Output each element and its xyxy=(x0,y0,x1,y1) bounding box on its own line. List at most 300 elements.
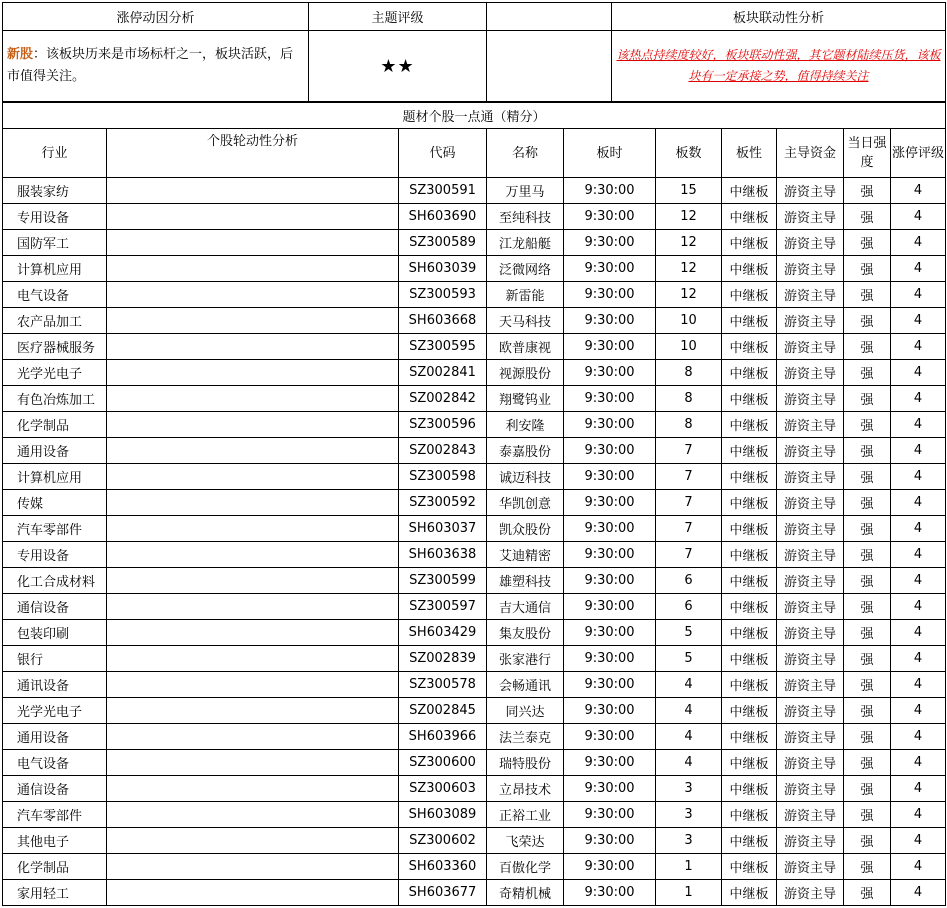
cell-code: SH603966 xyxy=(399,724,487,750)
blank-header xyxy=(487,3,612,31)
cell-nature: 中继板 xyxy=(722,698,777,724)
table-row xyxy=(3,464,946,490)
cell-time: 9:30:00 xyxy=(564,360,656,386)
cell-rotation xyxy=(107,672,399,698)
cell-boards: 4 xyxy=(656,750,722,776)
cell-time: 9:30:00 xyxy=(564,750,656,776)
cell-rating: 4 xyxy=(891,178,946,204)
cell-time: 9:30:00 xyxy=(564,204,656,230)
cell-boards: 3 xyxy=(656,828,722,854)
header-code: 代码 xyxy=(399,129,487,178)
cell-rotation xyxy=(107,230,399,256)
cell-boards: 12 xyxy=(656,204,722,230)
table-row xyxy=(3,386,946,412)
cell-nature: 中继板 xyxy=(722,724,777,750)
cell-capital: 游资主导 xyxy=(777,464,844,490)
cell-code: SZ002843 xyxy=(399,438,487,464)
cell-strength: 强 xyxy=(844,464,891,490)
table-row xyxy=(3,204,946,230)
header-boards: 板数 xyxy=(656,129,722,178)
cell-industry: 通信设备 xyxy=(3,594,107,620)
cell-rotation xyxy=(107,776,399,802)
cell-time: 9:30:00 xyxy=(564,490,656,516)
cell-strength: 强 xyxy=(844,802,891,828)
cell-code: SZ300593 xyxy=(399,282,487,308)
cell-rating: 4 xyxy=(891,308,946,334)
cell-rating: 4 xyxy=(891,802,946,828)
cell-name: 万里马 xyxy=(487,178,564,204)
cell-capital: 游资主导 xyxy=(777,854,844,880)
cell-capital: 游资主导 xyxy=(777,750,844,776)
cell-rotation xyxy=(107,828,399,854)
cell-capital: 游资主导 xyxy=(777,256,844,282)
cell-capital: 游资主导 xyxy=(777,594,844,620)
cell-nature: 中继板 xyxy=(722,282,777,308)
cell-nature: 中继板 xyxy=(722,386,777,412)
cell-boards: 4 xyxy=(656,672,722,698)
cell-boards: 4 xyxy=(656,724,722,750)
cell-rotation xyxy=(107,438,399,464)
cell-name: 雄塑科技 xyxy=(487,568,564,594)
cell-rating: 4 xyxy=(891,776,946,802)
cell-strength: 强 xyxy=(844,490,891,516)
cell-name: 翔鹭钨业 xyxy=(487,386,564,412)
cell-rating: 4 xyxy=(891,516,946,542)
cell-code: SZ300597 xyxy=(399,594,487,620)
cell-code: SZ002839 xyxy=(399,646,487,672)
header-rating: 涨停评级 xyxy=(891,129,946,178)
cell-rating: 4 xyxy=(891,438,946,464)
cell-code: SZ300600 xyxy=(399,750,487,776)
cell-capital: 游资主导 xyxy=(777,724,844,750)
cell-boards: 7 xyxy=(656,516,722,542)
cell-boards: 1 xyxy=(656,880,722,906)
cell-rating: 4 xyxy=(891,230,946,256)
cell-industry: 计算机应用 xyxy=(3,464,107,490)
cell-code: SH603668 xyxy=(399,308,487,334)
cell-nature: 中继板 xyxy=(722,568,777,594)
cell-boards: 3 xyxy=(656,776,722,802)
cell-industry: 汽车零部件 xyxy=(3,802,107,828)
cell-rating: 4 xyxy=(891,334,946,360)
header-strength: 当日强度 xyxy=(844,129,891,178)
table-row xyxy=(3,646,946,672)
table-row xyxy=(3,412,946,438)
header-time: 板时 xyxy=(564,129,656,178)
cell-code: SZ300603 xyxy=(399,776,487,802)
cell-name: 瑞特股份 xyxy=(487,750,564,776)
cell-boards: 10 xyxy=(656,308,722,334)
cell-rotation xyxy=(107,360,399,386)
cell-capital: 游资主导 xyxy=(777,828,844,854)
cell-industry: 包装印刷 xyxy=(3,620,107,646)
header-capital: 主导资金 xyxy=(777,129,844,178)
cell-capital: 游资主导 xyxy=(777,880,844,906)
cell-rotation xyxy=(107,256,399,282)
cell-capital: 游资主导 xyxy=(777,490,844,516)
cell-time: 9:30:00 xyxy=(564,854,656,880)
cell-name: 法兰泰克 xyxy=(487,724,564,750)
cell-time: 9:30:00 xyxy=(564,672,656,698)
cell-boards: 5 xyxy=(656,620,722,646)
cell-nature: 中继板 xyxy=(722,204,777,230)
cell-code: SZ002842 xyxy=(399,386,487,412)
cell-industry: 国防军工 xyxy=(3,230,107,256)
cell-rotation xyxy=(107,542,399,568)
cell-rotation xyxy=(107,516,399,542)
table-row xyxy=(3,178,946,204)
cell-strength: 强 xyxy=(844,698,891,724)
cell-name: 诚迈科技 xyxy=(487,464,564,490)
cell-rotation xyxy=(107,620,399,646)
cell-capital: 游资主导 xyxy=(777,672,844,698)
cell-capital: 游资主导 xyxy=(777,204,844,230)
cell-rotation xyxy=(107,802,399,828)
cell-time: 9:30:00 xyxy=(564,256,656,282)
cell-name: 泰嘉股份 xyxy=(487,438,564,464)
cell-capital: 游资主导 xyxy=(777,308,844,334)
cell-rotation xyxy=(107,490,399,516)
cell-nature: 中继板 xyxy=(722,750,777,776)
cell-code: SZ002845 xyxy=(399,698,487,724)
cell-time: 9:30:00 xyxy=(564,646,656,672)
cell-boards: 15 xyxy=(656,178,722,204)
summary-table xyxy=(2,2,946,102)
cell-industry: 电气设备 xyxy=(3,282,107,308)
cell-strength: 强 xyxy=(844,412,891,438)
table-row xyxy=(3,854,946,880)
cell-boards: 4 xyxy=(656,698,722,724)
cell-boards: 8 xyxy=(656,386,722,412)
cell-nature: 中继板 xyxy=(722,620,777,646)
cell-time: 9:30:00 xyxy=(564,802,656,828)
cell-time: 9:30:00 xyxy=(564,516,656,542)
table-row xyxy=(3,334,946,360)
table-row xyxy=(3,698,946,724)
table-row xyxy=(3,542,946,568)
cell-name: 天马科技 xyxy=(487,308,564,334)
theme-rating-stars: ★★ xyxy=(309,31,487,102)
cell-capital: 游资主导 xyxy=(777,542,844,568)
cell-code: SH603089 xyxy=(399,802,487,828)
cell-time: 9:30:00 xyxy=(564,828,656,854)
cell-rotation xyxy=(107,334,399,360)
table-row xyxy=(3,750,946,776)
cell-rotation xyxy=(107,308,399,334)
cell-code: SZ300589 xyxy=(399,230,487,256)
cell-time: 9:30:00 xyxy=(564,438,656,464)
cell-strength: 强 xyxy=(844,776,891,802)
cell-capital: 游资主导 xyxy=(777,802,844,828)
cell-strength: 强 xyxy=(844,438,891,464)
cell-rating: 4 xyxy=(891,854,946,880)
cell-nature: 中继板 xyxy=(722,464,777,490)
cell-capital: 游资主导 xyxy=(777,386,844,412)
cell-rating: 4 xyxy=(891,490,946,516)
cell-boards: 6 xyxy=(656,594,722,620)
cell-industry: 通信设备 xyxy=(3,776,107,802)
cell-capital: 游资主导 xyxy=(777,178,844,204)
cell-time: 9:30:00 xyxy=(564,880,656,906)
table-subtitle: 题材个股一点通（精分） xyxy=(3,103,946,129)
cell-name: 江龙船艇 xyxy=(487,230,564,256)
cell-nature: 中继板 xyxy=(722,542,777,568)
cell-rating: 4 xyxy=(891,412,946,438)
cell-name: 凯众股份 xyxy=(487,516,564,542)
cell-rating: 4 xyxy=(891,698,946,724)
cell-capital: 游资主导 xyxy=(777,516,844,542)
cell-rotation xyxy=(107,880,399,906)
cell-industry: 汽车零部件 xyxy=(3,516,107,542)
cell-rating: 4 xyxy=(891,620,946,646)
cell-rating: 4 xyxy=(891,568,946,594)
table-row xyxy=(3,568,946,594)
cell-time: 9:30:00 xyxy=(564,178,656,204)
cell-strength: 强 xyxy=(844,204,891,230)
cell-capital: 游资主导 xyxy=(777,776,844,802)
cell-code: SZ300598 xyxy=(399,464,487,490)
cell-time: 9:30:00 xyxy=(564,386,656,412)
table-row xyxy=(3,308,946,334)
cell-strength: 强 xyxy=(844,386,891,412)
cell-strength: 强 xyxy=(844,854,891,880)
cell-nature: 中继板 xyxy=(722,672,777,698)
cell-name: 新雷能 xyxy=(487,282,564,308)
cell-nature: 中继板 xyxy=(722,854,777,880)
cell-boards: 10 xyxy=(656,334,722,360)
cell-name: 至纯科技 xyxy=(487,204,564,230)
cell-strength: 强 xyxy=(844,256,891,282)
cell-industry: 通讯设备 xyxy=(3,672,107,698)
cell-rotation xyxy=(107,750,399,776)
cell-industry: 电气设备 xyxy=(3,750,107,776)
cell-time: 9:30:00 xyxy=(564,282,656,308)
cell-code: SH603360 xyxy=(399,854,487,880)
cell-time: 9:30:00 xyxy=(564,698,656,724)
reason-description: ：该板块历来是市场标杆之一，板块活跃，后市值得关注。 xyxy=(7,47,294,84)
cell-strength: 强 xyxy=(844,360,891,386)
cell-nature: 中继板 xyxy=(722,594,777,620)
cell-name: 正裕工业 xyxy=(487,802,564,828)
cell-industry: 化学制品 xyxy=(3,412,107,438)
cell-strength: 强 xyxy=(844,516,891,542)
limit-up-reason-header: 涨停动因分析 xyxy=(3,3,309,31)
stock-table xyxy=(2,102,946,906)
cell-code: SH603039 xyxy=(399,256,487,282)
cell-boards: 6 xyxy=(656,568,722,594)
limit-up-reason-text xyxy=(3,31,309,102)
cell-capital: 游资主导 xyxy=(777,282,844,308)
cell-rotation xyxy=(107,568,399,594)
blank-cell xyxy=(487,31,612,102)
cell-industry: 光学光电子 xyxy=(3,360,107,386)
table-row xyxy=(3,282,946,308)
cell-boards: 8 xyxy=(656,412,722,438)
cell-strength: 强 xyxy=(844,568,891,594)
cell-code: SH603638 xyxy=(399,542,487,568)
cell-strength: 强 xyxy=(844,542,891,568)
cell-boards: 7 xyxy=(656,490,722,516)
cell-time: 9:30:00 xyxy=(564,542,656,568)
cell-industry: 传媒 xyxy=(3,490,107,516)
cell-rating: 4 xyxy=(891,646,946,672)
table-header-row xyxy=(3,129,946,178)
cell-industry: 服装家纺 xyxy=(3,178,107,204)
cell-name: 飞荣达 xyxy=(487,828,564,854)
cell-nature: 中继板 xyxy=(722,516,777,542)
cell-name: 集友股份 xyxy=(487,620,564,646)
cell-strength: 强 xyxy=(844,620,891,646)
cell-industry: 化工合成材料 xyxy=(3,568,107,594)
cell-rating: 4 xyxy=(891,594,946,620)
cell-code: SH603677 xyxy=(399,880,487,906)
cell-capital: 游资主导 xyxy=(777,568,844,594)
cell-industry: 家用轻工 xyxy=(3,880,107,906)
cell-capital: 游资主导 xyxy=(777,620,844,646)
cell-strength: 强 xyxy=(844,334,891,360)
table-row xyxy=(3,880,946,906)
table-row xyxy=(3,620,946,646)
cell-industry: 光学光电子 xyxy=(3,698,107,724)
cell-name: 奇精机械 xyxy=(487,880,564,906)
cell-rating: 4 xyxy=(891,360,946,386)
cell-industry: 银行 xyxy=(3,646,107,672)
table-row xyxy=(3,516,946,542)
cell-capital: 游资主导 xyxy=(777,230,844,256)
cell-rotation xyxy=(107,412,399,438)
cell-nature: 中继板 xyxy=(722,256,777,282)
cell-rotation xyxy=(107,204,399,230)
cell-rotation xyxy=(107,386,399,412)
cell-time: 9:30:00 xyxy=(564,776,656,802)
cell-name: 利安隆 xyxy=(487,412,564,438)
cell-boards: 7 xyxy=(656,542,722,568)
cell-capital: 游资主导 xyxy=(777,412,844,438)
cell-time: 9:30:00 xyxy=(564,230,656,256)
cell-code: SZ002841 xyxy=(399,360,487,386)
cell-strength: 强 xyxy=(844,672,891,698)
cell-rotation xyxy=(107,724,399,750)
cell-rating: 4 xyxy=(891,724,946,750)
cell-rating: 4 xyxy=(891,204,946,230)
cell-strength: 强 xyxy=(844,308,891,334)
cell-code: SZ300595 xyxy=(399,334,487,360)
sector-linkage-text: 该热点持续度较好，板块联动性强，其它题材陆续压货，该板块有一定承接之势，值得持续关注 xyxy=(612,31,946,102)
cell-boards: 3 xyxy=(656,802,722,828)
cell-code: SZ300596 xyxy=(399,412,487,438)
cell-rating: 4 xyxy=(891,880,946,906)
table-row xyxy=(3,802,946,828)
cell-name: 吉大通信 xyxy=(487,594,564,620)
cell-strength: 强 xyxy=(844,178,891,204)
cell-capital: 游资主导 xyxy=(777,360,844,386)
new-stock-tag: 新股 xyxy=(7,47,34,62)
cell-strength: 强 xyxy=(844,230,891,256)
cell-nature: 中继板 xyxy=(722,230,777,256)
table-row xyxy=(3,230,946,256)
cell-nature: 中继板 xyxy=(722,828,777,854)
header-name: 名称 xyxy=(487,129,564,178)
cell-industry: 专用设备 xyxy=(3,204,107,230)
table-row xyxy=(3,672,946,698)
sector-linkage-header: 板块联动性分析 xyxy=(612,3,946,31)
cell-name: 泛微网络 xyxy=(487,256,564,282)
cell-rating: 4 xyxy=(891,672,946,698)
cell-rating: 4 xyxy=(891,750,946,776)
cell-strength: 强 xyxy=(844,880,891,906)
cell-boards: 12 xyxy=(656,230,722,256)
cell-industry: 专用设备 xyxy=(3,542,107,568)
cell-time: 9:30:00 xyxy=(564,594,656,620)
table-row xyxy=(3,724,946,750)
cell-code: SH603429 xyxy=(399,620,487,646)
cell-nature: 中继板 xyxy=(722,490,777,516)
table-row xyxy=(3,594,946,620)
cell-code: SZ300602 xyxy=(399,828,487,854)
cell-name: 立昂技术 xyxy=(487,776,564,802)
cell-boards: 12 xyxy=(656,282,722,308)
cell-name: 百傲化学 xyxy=(487,854,564,880)
cell-nature: 中继板 xyxy=(722,880,777,906)
cell-rating: 4 xyxy=(891,542,946,568)
cell-time: 9:30:00 xyxy=(564,412,656,438)
cell-rating: 4 xyxy=(891,256,946,282)
cell-code: SZ300599 xyxy=(399,568,487,594)
cell-rotation xyxy=(107,594,399,620)
cell-boards: 5 xyxy=(656,646,722,672)
cell-nature: 中继板 xyxy=(722,334,777,360)
table-row xyxy=(3,438,946,464)
cell-code: SH603037 xyxy=(399,516,487,542)
theme-rating-header: 主题评级 xyxy=(309,3,487,31)
cell-strength: 强 xyxy=(844,750,891,776)
cell-nature: 中继板 xyxy=(722,776,777,802)
cell-name: 欧普康视 xyxy=(487,334,564,360)
cell-name: 视源股份 xyxy=(487,360,564,386)
cell-rating: 4 xyxy=(891,828,946,854)
cell-rotation xyxy=(107,698,399,724)
cell-nature: 中继板 xyxy=(722,412,777,438)
cell-boards: 1 xyxy=(656,854,722,880)
cell-nature: 中继板 xyxy=(722,360,777,386)
cell-capital: 游资主导 xyxy=(777,646,844,672)
cell-industry: 化学制品 xyxy=(3,854,107,880)
cell-name: 张家港行 xyxy=(487,646,564,672)
cell-rotation xyxy=(107,178,399,204)
cell-nature: 中继板 xyxy=(722,438,777,464)
cell-name: 艾迪精密 xyxy=(487,542,564,568)
cell-code: SZ300578 xyxy=(399,672,487,698)
cell-nature: 中继板 xyxy=(722,646,777,672)
cell-code: SZ300591 xyxy=(399,178,487,204)
cell-name: 会畅通讯 xyxy=(487,672,564,698)
cell-boards: 12 xyxy=(656,256,722,282)
cell-time: 9:30:00 xyxy=(564,620,656,646)
cell-industry: 通用设备 xyxy=(3,438,107,464)
cell-rotation xyxy=(107,854,399,880)
table-row xyxy=(3,256,946,282)
cell-nature: 中继板 xyxy=(722,802,777,828)
cell-time: 9:30:00 xyxy=(564,308,656,334)
cell-strength: 强 xyxy=(844,724,891,750)
table-row xyxy=(3,360,946,386)
cell-code: SZ300592 xyxy=(399,490,487,516)
cell-strength: 强 xyxy=(844,646,891,672)
cell-code: SH603690 xyxy=(399,204,487,230)
table-row xyxy=(3,776,946,802)
cell-boards: 7 xyxy=(656,464,722,490)
cell-rotation xyxy=(107,282,399,308)
